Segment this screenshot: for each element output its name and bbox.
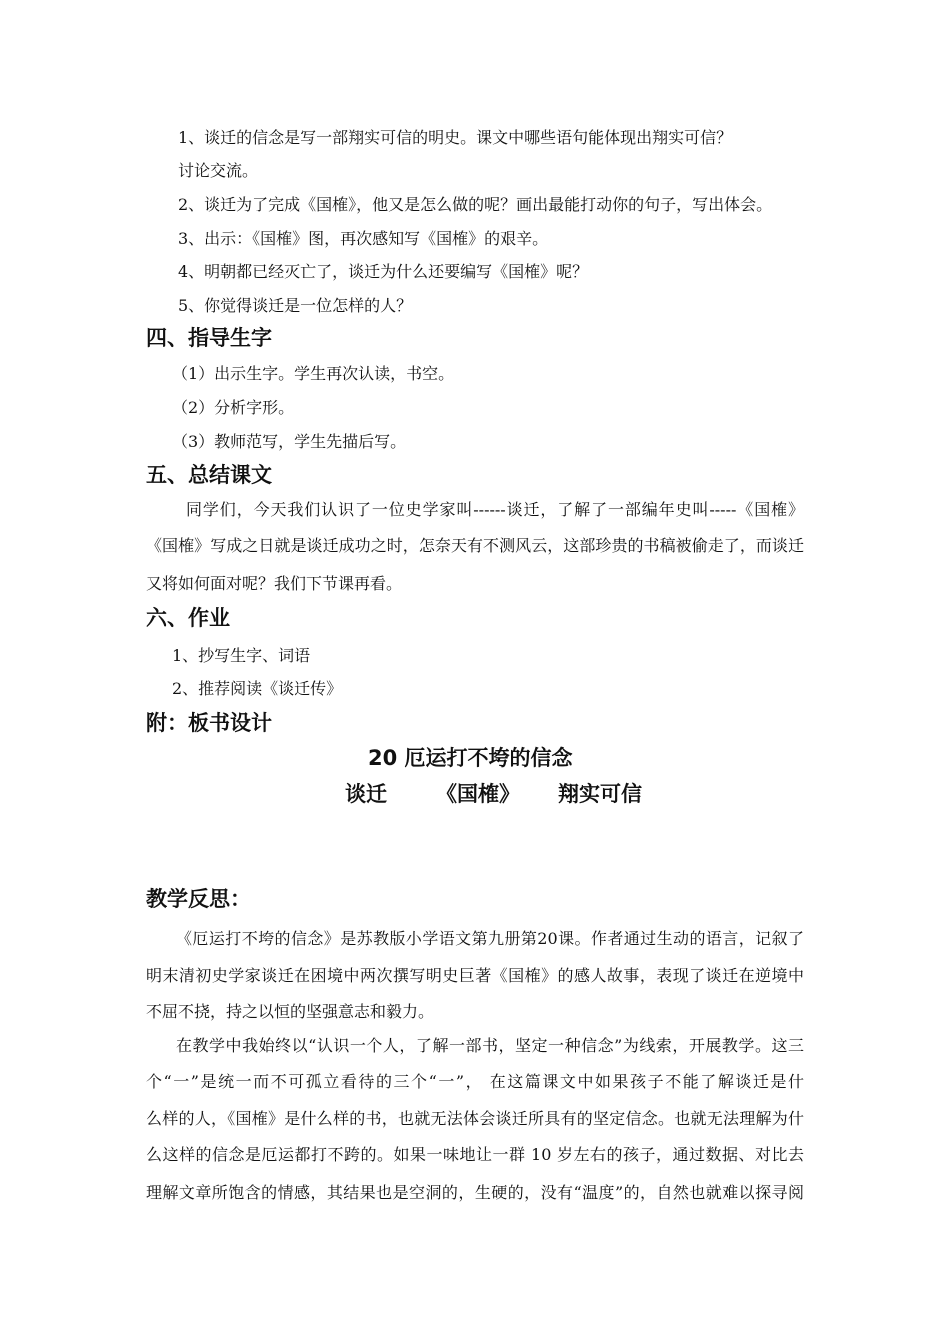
- question-1: 1、谈迁的信念是写一部翔实可信的明史。课文中哪些语句能体现出翔实可信？: [178, 128, 733, 147]
- character-step-2: （2）分析字形。: [172, 398, 295, 417]
- board-word-reliable: 翔实可信: [558, 782, 642, 806]
- reflection-p2-line-5: 理解文章所饱含的情感，其结果也是空洞的，生硬的，没有“温度”的，自然也就难以探寻阅: [146, 1183, 804, 1202]
- reflection-p1-line-2: 明末清初史学家谈迁在困境中两次撰写明史巨著《国榷》的感人故事，表现了谈迁在逆境中: [146, 966, 804, 985]
- reflection-p2-line-4: 么这样的信念是厄运都打不跨的。如果一味地让一群 10 岁左右的孩子，通过数据、对比去: [146, 1145, 804, 1164]
- question-3: 3、出示：《国榷》图，再次感知写《国榷》的艰辛。: [178, 229, 549, 248]
- board-design-heading: 附：板书设计: [146, 711, 272, 735]
- reflection-p1-line-1: 《厄运打不垮的信念》是苏教版小学语文第九册第20课。作者通过生动的语言，记叙了: [176, 929, 804, 948]
- reflection-p2-line-2: 个“一”是统一而不可孤立看待的三个“一”， 在这篇课文中如果孩子不能了解谈迁是什: [146, 1072, 804, 1091]
- character-step-1: （1）出示生字。学生再次认读，书空。: [172, 364, 455, 383]
- reflection-heading: 教学反思：: [146, 887, 251, 911]
- question-4: 4、明朝都已经灭亡了，谈迁为什么还要编写《国榷》呢？: [178, 262, 589, 281]
- homework-item-2: 2、推荐阅读《谈迁传》: [172, 679, 343, 698]
- question-2: 2、谈迁为了完成《国榷》，他又是怎么做的呢？画出最能打动你的句子，写出体会。: [178, 195, 773, 214]
- board-word-tanqian: 谈迁: [345, 782, 387, 806]
- board-word-guoque: 《国榷》: [436, 782, 520, 806]
- summary-line-3: 又将如何面对呢？我们下节课再看。: [146, 574, 403, 593]
- section-heading-homework: 六、作业: [146, 606, 230, 630]
- character-step-3: （3）教师范写，学生先描后写。: [172, 432, 407, 451]
- section-heading-summary: 五、总结课文: [146, 463, 272, 487]
- question-5: 5、你觉得谈迁是一位怎样的人？: [178, 296, 413, 315]
- homework-item-1: 1、抄写生字、词语: [172, 646, 311, 665]
- reflection-p2-line-1: 在教学中我始终以“认识一个人，了解一部书，坚定一种信念”为线索，开展教学。这三: [176, 1036, 804, 1055]
- discussion-note: 讨论交流。: [178, 161, 259, 180]
- summary-line-1: 同学们，今天我们认识了一位史学家叫------谈迁，了解了一部编年史叫-----《国榷》: [186, 500, 804, 519]
- reflection-p2-line-3: 么样的人，《国榷》是什么样的书，也就无法体会谈迁所具有的坚定信念。也就无法理解为什: [146, 1109, 804, 1128]
- summary-line-2: 《国榷》写成之日就是谈迁成功之时，怎奈天有不测风云，这部珍贵的书稿被偷走了，而谈迁: [146, 536, 804, 555]
- board-lesson-title: 20 厄运打不垮的信念: [368, 746, 573, 770]
- reflection-p1-line-3: 不屈不挠，持之以恒的坚强意志和毅力。: [146, 1002, 435, 1021]
- section-heading-characters: 四、指导生字: [146, 326, 272, 350]
